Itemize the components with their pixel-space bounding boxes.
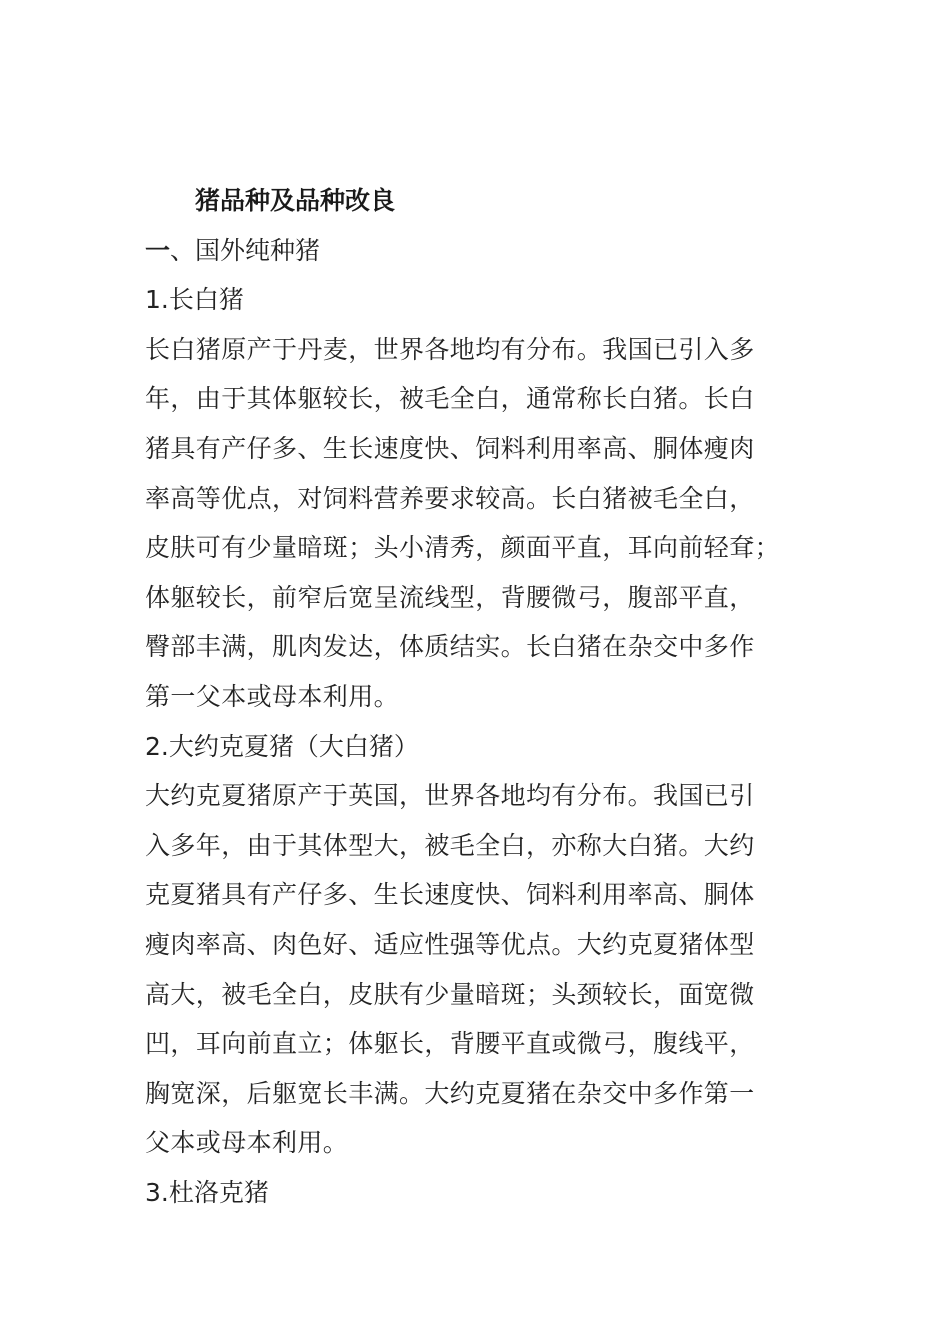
- paragraph-line: 胸宽深，后躯宽长丰满。大约克夏猪在杂交中多作第一: [145, 1078, 755, 1108]
- section-number: 一: [145, 235, 171, 265]
- paragraph-line: 凹，耳向前直立；体躯长，背腰平直或微弓，腹线平，: [145, 1029, 755, 1059]
- paragraph-line: 体躯较长，前窄后宽呈流线型，背腰微弓，腹部平直，: [145, 582, 755, 612]
- paragraph-line: 大约克夏猪原产于英国，世界各地均有分布。我国已引: [145, 781, 755, 811]
- paragraph-line: 高大，被毛全白，皮肤有少量暗斑；头颈较长，面宽微: [145, 979, 755, 1009]
- paragraph-line: 年，由于其体躯较长，被毛全白，通常称长白猪。长白: [145, 384, 755, 414]
- breed-paragraph: [145, 325, 810, 722]
- paragraph-line: 入多年，由于其体型大，被毛全白，亦称大白猪。大约: [145, 830, 755, 860]
- breed-heading: 3.杜洛克猪: [145, 1177, 269, 1207]
- section-heading: [145, 226, 810, 276]
- paragraph-line: 率高等优点，对饲料营养要求较高。长白猪被毛全白，: [145, 483, 755, 513]
- paragraph-line: 臀部丰满，肌肉发达，体质结实。长白猪在杂交中多作: [145, 632, 755, 662]
- paragraph-line: 第一父本或母本利用。: [145, 681, 400, 711]
- section-label: 、国外纯种猪: [170, 235, 321, 265]
- document-title: 猪品种及品种改良: [195, 186, 396, 215]
- paragraph-line: 长白猪原产于丹麦，世界各地均有分布。我国已引入多: [145, 334, 755, 364]
- paragraph-line: 父本或母本利用。: [145, 1128, 349, 1158]
- breed-paragraph: [145, 771, 810, 1168]
- paragraph-line: 克夏猪具有产仔多、生长速度快、饲料利用率高、胴体: [145, 880, 755, 910]
- document-page: [145, 176, 810, 1217]
- paragraph-line: 皮肤可有少量暗斑；头小清秀，颜面平直，耳向前轻耷；: [145, 533, 781, 563]
- paragraph-line: 猪具有产仔多、生长速度快、饲料利用率高、胴体瘦肉: [145, 433, 755, 463]
- paragraph-line: 瘦肉率高、肉色好、适应性强等优点。大约克夏猪体型: [145, 929, 755, 959]
- breed-heading: 1.长白猪: [145, 285, 244, 315]
- breed-heading: 2.大约克夏猪（大白猪）: [145, 731, 419, 761]
